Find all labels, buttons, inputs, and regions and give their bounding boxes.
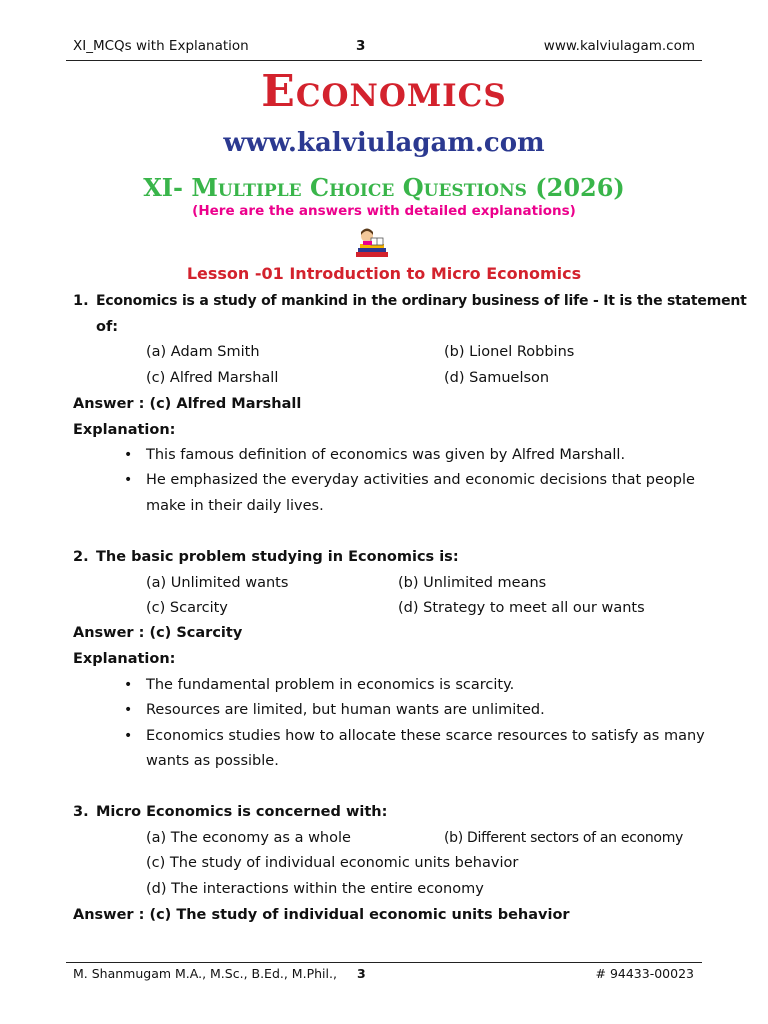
footer-author: M. Shanmugam M.A., M.Sc., B.Ed., M.Phil.,	[73, 966, 337, 981]
header-website: www.kalviulagam.com	[543, 38, 695, 54]
question-3-option-b: (b) Different sectors of an economy	[444, 830, 684, 846]
footer-page-number: 3	[357, 966, 366, 981]
question-3-text: Micro Economics is concerned with:	[96, 804, 388, 820]
question-3-option-c: (c) The study of individual economic units behavior	[146, 855, 519, 871]
question-2-bullet-3: Economics studies how to allocate these scarce resources to satisfy as many	[146, 728, 705, 744]
question-1-bullet-2-cont: make in their daily lives.	[146, 498, 324, 514]
header-divider	[66, 60, 702, 61]
subtitle: XI- Multiple Choice Questions (2026)	[143, 173, 625, 202]
question-2-number: 2.	[73, 549, 89, 565]
question-2-text: The basic problem studying in Economics is:	[96, 549, 459, 565]
question-2-option-a: (a) Unlimited wants	[146, 575, 289, 591]
question-1-option-d: (d) Samuelson	[444, 370, 550, 386]
question-2-bullet-1: The fundamental problem in economics is scarcity.	[146, 677, 515, 693]
question-2-option-d: (d) Strategy to meet all our wants	[398, 600, 645, 616]
question-1-explanation-label: Explanation:	[73, 422, 176, 438]
question-2-bullet-3-cont: wants as possible.	[146, 753, 279, 769]
question-2-option-c: (c) Scarcity	[146, 600, 228, 616]
bullet-icon: •	[124, 702, 133, 718]
question-3-number: 3.	[73, 804, 89, 820]
header-left: XI_MCQs with Explanation	[73, 38, 249, 54]
note: (Here are the answers with detailed explanations)	[192, 203, 576, 219]
question-1-text-cont: of:	[96, 319, 119, 335]
bullet-icon: •	[124, 677, 133, 693]
footer-phone: # 94433-00023	[595, 966, 694, 981]
question-1-bullet-1: This famous definition of economics was given by Alfred Marshall.	[146, 447, 626, 463]
question-2-explanation-label: Explanation:	[73, 651, 176, 667]
question-1-option-c: (c) Alfred Marshall	[146, 370, 279, 386]
bullet-icon: •	[124, 728, 133, 744]
bullet-icon: •	[124, 472, 133, 488]
reading-child-icon	[352, 226, 392, 260]
question-2-bullet-2: Resources are limited, but human wants are unlimited.	[146, 702, 545, 718]
question-1-option-a: (a) Adam Smith	[146, 344, 260, 360]
question-2-option-b: (b) Unlimited means	[398, 575, 547, 591]
question-1-number: 1.	[73, 293, 89, 309]
bullet-icon: •	[124, 447, 133, 463]
question-1-bullet-2: He emphasized the everyday activities and economic decisions that people	[146, 472, 695, 488]
question-2-answer: Answer : (c) Scarcity	[73, 625, 243, 641]
question-3-option-a: (a) The economy as a whole	[146, 830, 351, 846]
header-page-number: 3	[356, 38, 366, 54]
question-3-option-d: (d) The interactions within the entire economy	[146, 881, 484, 897]
page-title: Economics	[261, 66, 507, 117]
question-1-answer: Answer : (c) Alfred Marshall	[73, 396, 302, 412]
lesson-heading: Lesson -01 Introduction to Micro Economics	[186, 264, 582, 283]
question-1-text: Economics is a study of mankind in the ordinary business of life - It is the statement	[96, 293, 747, 309]
question-1-option-b: (b) Lionel Robbins	[444, 344, 575, 360]
question-3-answer: Answer : (c) The study of individual economic units behavior	[73, 907, 570, 923]
website-heading: www.kalviulagam.com	[223, 128, 545, 158]
footer-divider	[66, 962, 702, 963]
